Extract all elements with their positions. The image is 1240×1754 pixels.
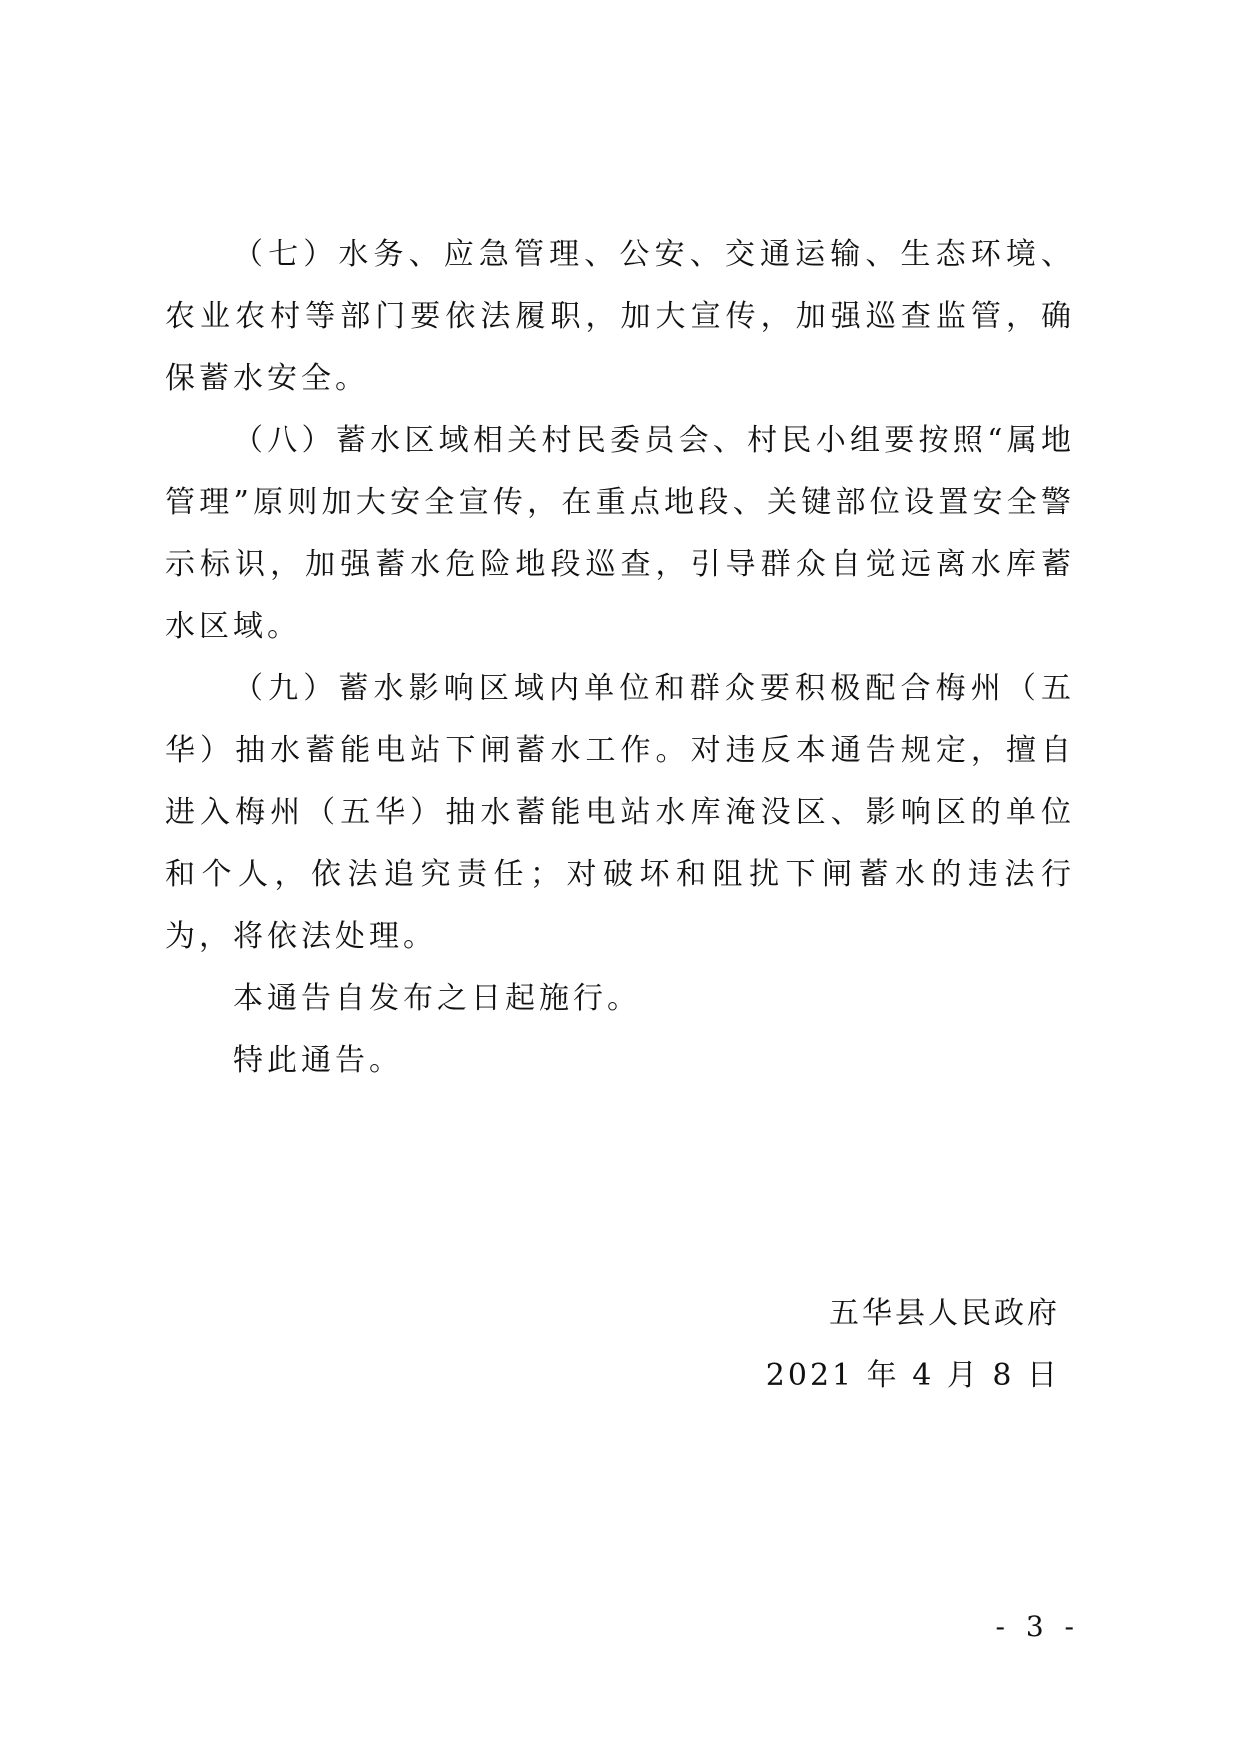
paragraph-closing: 特此通告。 [233, 1043, 403, 1078]
page-number: - 3 - [995, 1610, 1080, 1643]
paragraph-effective-date: 本通告自发布之日起施行。 [233, 981, 641, 1016]
paragraph-item-8: （八）蓄水区域相关村民委员会、村民小组要按照“属地管理”原则加大安全宣传，在重点地段、关键部位设置安全警示标识，加强蓄水危险地段巡查，引导群众自觉远离水库蓄水区域。 [165, 423, 1075, 644]
document-body [165, 224, 1075, 1092]
paragraph-item-7: （七）水务、应急管理、公安、交通运输、生态环境、农业农村等部门要依法履职，加大宣传，加强巡查监管，确保蓄水安全。 [165, 237, 1075, 396]
signature-date: 2021 年 4 月 8 日 [765, 1358, 1060, 1393]
signature-organization: 五华县人民政府 [829, 1296, 1060, 1331]
paragraph-item-9: （九）蓄水影响区域内单位和群众要积极配合梅州（五华）抽水蓄能电站下闸蓄水工作。对违反本通告规定，擅自进入梅州（五华）抽水蓄能电站水库淹没区、影响区的单位和个人，依法追究责任；对破坏和阻扰下闸蓄水的违法行为，将依法处理。 [165, 671, 1075, 954]
